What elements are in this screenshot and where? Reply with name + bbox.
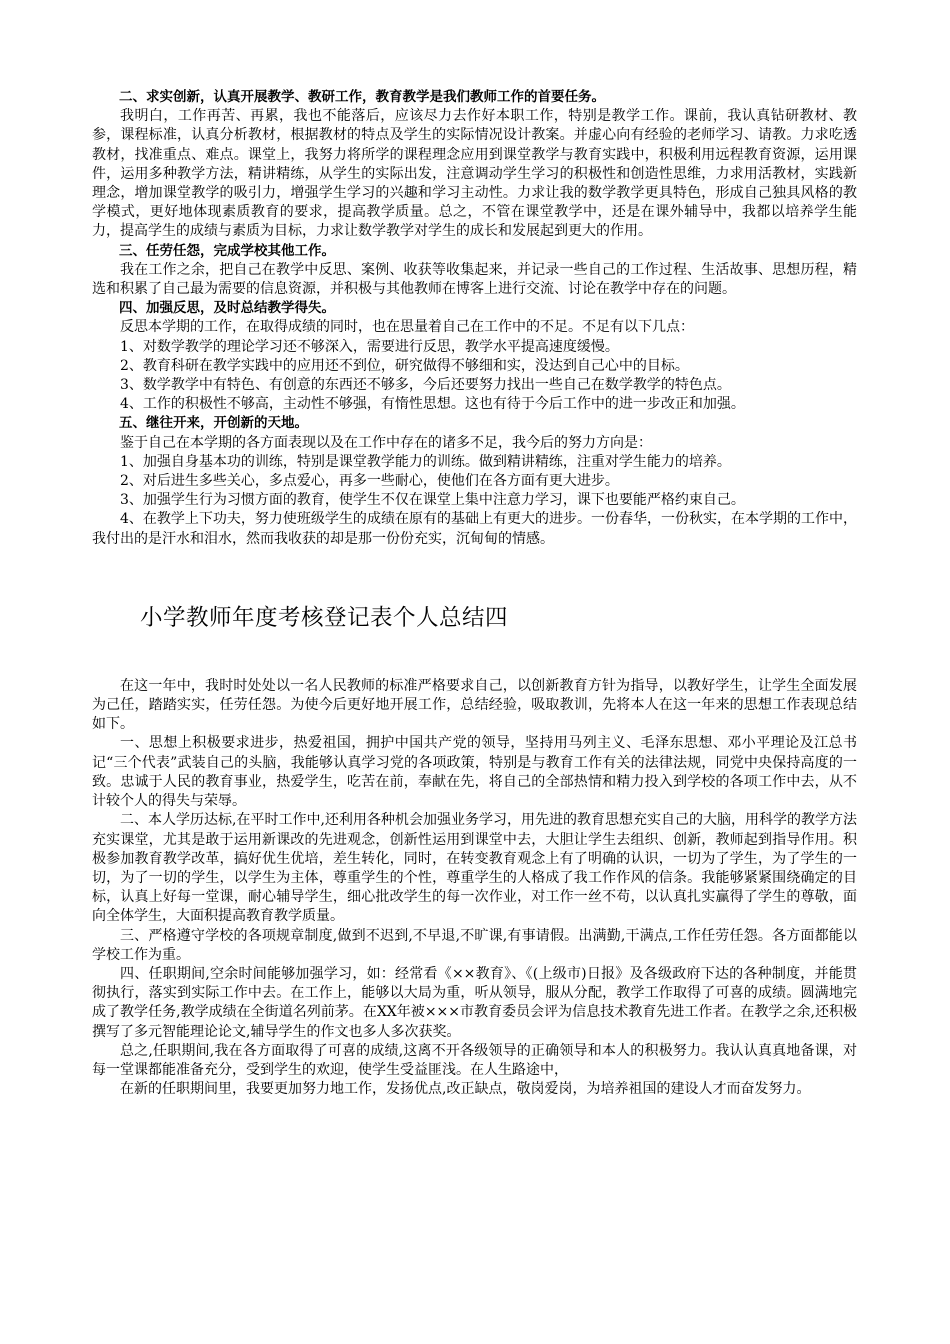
body-paragraph: 反思本学期的工作，在取得成绩的同时，也在思量着自己在工作中的不足。不足有以下几点：: [120, 319, 694, 336]
document-page: [92, 88, 857, 1099]
body-paragraph: 鉴于自己在本学期的各方面表现以及在工作中存在的诸多不足，我今后的努力方向是：: [120, 434, 652, 451]
section-heading-5: 五、继往开来，开创新的天地。: [119, 415, 308, 432]
body-paragraph: 我在工作之余，把自己在教学中反思、案例、收获等收集起来，并记录一些自己的工作过程、生活故事、思想历程，精选和积累了自己最为需要的信息资源，并积极与其他教师在博客上进行交流、讨论在教学中存在的问题。: [92, 261, 857, 298]
list-item: 1、对数学教学的理论学习还不够深入，需要进行反思，教学水平提高速度缓慢。: [120, 338, 619, 355]
list-item: 1、加强自身基本功的训练，特别是课堂教学能力的训练。做到精讲精练，注重对学生能力的培养。: [120, 453, 731, 470]
list-item: 3、数学教学中有特色、有创意的东西还不够多，今后还要努力找出一些自己在数学教学的特色点。: [120, 377, 731, 394]
list-item: 2、教育科研在教学实践中的应用还不到位，研究做得不够细和实，没达到自己心中的目标。: [120, 357, 689, 374]
list-item: 4、在教学上下功夫，努力使班级学生的成绩在原有的基础上有更大的进步。一份春华，一份秋实，在本学期的工作中，我付出的是汗水和泪水，然而我收获的却是那一份份充实，沉甸甸的情感。: [92, 511, 857, 547]
summary-four-body: [92, 677, 857, 1099]
list-item: 2、对后进生多些关心，多点爱心，再多一些耐心，使他们在各方面有更大进步。: [120, 473, 619, 490]
section-heading-3: 三、任劳任怨，完成学校其他工作。: [119, 242, 335, 259]
closing-paragraph: 在新的任职期间里，我要更加努力地工作，发扬优点,改正缺点，敬岗爱岗，为培养祖国的建设人才而奋发努力。: [120, 1081, 811, 1098]
summary-part-three-continued: [92, 88, 857, 549]
body-paragraph: 一、思想上积极要求进步，热爱祖国，拥护中国共产党的领导，坚持用马列主义、毛泽东思想、邓小平理论及江总书记“三个代表”武装自己的头脑，我能够认真学习党的各项政策，特别是与教育工作有关的法律法规，同党中央保持高度的一致。忠诚于人民的教育事业，热爱学生，吃苦在前，奉献在先，将自己的全部热情和精力投入到学校的各项工作中去，从不计较个人的得失与荣辱。: [92, 735, 857, 810]
intro-paragraph: 在这一年中，我时时处处以一名人民教师的标准严格要求自己，以创新教育方针为指导，以教好学生，让学生全面发展为己任，踏踏实实，任劳任怨。为使今后更好地开展工作，总结经验，吸取教训，先将本人在这一年来的思想工作表现总结如下。: [92, 677, 857, 733]
body-paragraph: 总之,任职期间,我在各方面取得了可喜的成绩,这离不开各级领导的正确领导和本人的积极努力。我认认真真地备课，对每一堂课都能准备充分，受到学生的欢迎，使学生受益匪浅。在人生路途中，: [92, 1042, 857, 1078]
section-heading-4: 四、加强反思，及时总结教学得失。: [119, 300, 335, 317]
list-item: 3、加强学生行为习惯方面的教育，使学生不仅在课堂上集中注意力学习，课下也要能严格约束自己。: [120, 492, 745, 509]
list-item: 4、工作的积极性不够高，主动性不够强，有惰性思想。这也有待于今后工作中的进一步改正和加强。: [120, 396, 745, 413]
body-paragraph: 三、严格遵守学校的各项规章制度,做到不迟到,不早退,不旷课,有事请假。出满勤,干满点,工作任劳任怨。各方面都能以学校工作为重。: [92, 927, 857, 963]
section-heading-2: 二、求实创新，认真开展教学、教研工作，教育教学是我们教师工作的首要任务。: [119, 89, 605, 105]
body-paragraph: 四、任职期间,空余时间能够加强学习，如：经常看《××教育》、《(上级市)日报》及各级政府下达的各种制度，并能贯彻执行，落实到实际工作中去。在工作上，能够以大局为重，听从领导，服从分配，教学工作取得了可喜的成绩。圆满地完成了教学任务,教学成绩在全街道名列前茅。在XX年被×××市教育委员会评为信息技术教育先进工作者。在教学之余,还积极撰写了多元智能理论论文,辅导学生的作文也多人多次获奖。: [92, 965, 857, 1040]
body-paragraph: 二、本人学历达标,在平时工作中,还利用各种机会加强业务学习，用先进的教育思想充实自己的大脑，用科学的教学方法充实课堂，尤其是敢于运用新课改的先进观念，创新性运用到课堂中去，大胆让学生去组织、创新，教师起到指导作用。积极参加教育教学改革，搞好优生优培，差生转化，同时，在转变教育观念上有了明确的认识，一切为了学生，为了学生的一切，为了一切的学生，以学生为主体，尊重学生的个性，尊重学生的人格成了我工作作风的信条。我能够紧紧围绕确定的目标，认真上好每一堂课，耐心辅导学生，细心批改学生的每一次作业，对工作一丝不苟，以认真扎实赢得了学生的尊敬，面向全体学生，大面积提高教育教学质量。: [92, 812, 857, 925]
document-title: 小学教师年度考核登记表个人总结四: [140, 604, 509, 631]
body-paragraph: 我明白，工作再苦、再累，我也不能落后，应该尽力去作好本职工作，特别是教学工作。课前，我认真钻研教材、教参，课程标准，认真分析教材，根据教材的特点及学生的实际情况设计教案。并虚心向有经验的老师学习、请教。力求吃透教材，找准重点、难点。课堂上，我努力将所学的课程理念应用到课堂教学与教育实践中，积极利用远程教育资源，运用课件，运用多种教学方法，精讲精练，从学生的实际出发，注意调动学生学习的积极性和创造性思维，力求用活教材，实践新理念，增加课堂教学的吸引力，增强学生学习的兴趣和学习主动性。力求让我的数学教学更具特色，形成自己独具风格的教学模式，更好地体现素质教育的要求，提高教学质量。总之，不管在课堂教学中，还是在课外辅导中，我都以培养学生能力，提高学生的成绩与素质为目标，力求让数学教学对学生的成长和发展起到更大的作用。: [92, 108, 857, 240]
